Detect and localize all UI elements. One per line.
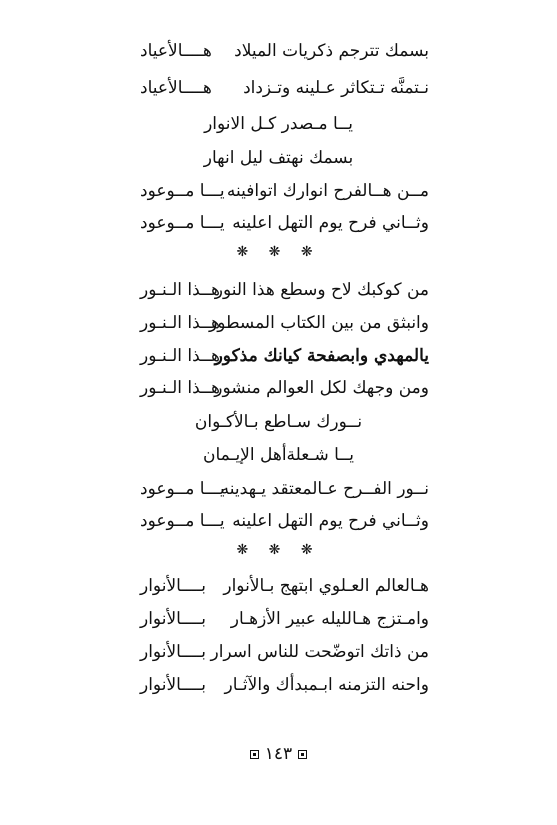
verse-line: مــن هــالفرح انوارك اتوافينه bbox=[226, 181, 429, 201]
verse-refrain: هــذا الـنـور bbox=[140, 346, 220, 366]
verse-refrain: يـــا مــوعود bbox=[140, 479, 225, 499]
section-divider-stars: ❋ ❋ ❋ bbox=[236, 542, 321, 558]
verse-refrain: يـــا مــوعود bbox=[140, 181, 225, 201]
verse-line: هـالعالم العـلوي ابتهج بـالأنوار bbox=[223, 576, 429, 596]
verse-line: من ذاتك اتوضّحت للناس اسرار bbox=[210, 642, 429, 662]
verse-centered-line: نــورك سـاطع بـالأكـوان bbox=[194, 412, 363, 432]
verse-refrain: هــــالأعياد bbox=[140, 41, 212, 61]
verse-centered-line: يــا شـعلةأهل الإيـمان bbox=[202, 445, 355, 465]
section-divider-stars: ❋ ❋ ❋ bbox=[236, 244, 321, 260]
verse-refrain: بــــالأنوار bbox=[140, 609, 206, 629]
verse-line: واحنه التزمنه ابـمبدأك والآثـار bbox=[224, 675, 429, 695]
verse-line: وثــاني فرح يوم التهل اعلينه bbox=[232, 511, 429, 531]
verse-refrain: هــذا الـنـور bbox=[140, 378, 220, 398]
verse-refrain: هــــالأعياد bbox=[140, 78, 212, 98]
verse-line: وامـتزج هـالليله عبير الأزهـار bbox=[230, 609, 429, 629]
verse-line: بسمك تترجم ذكريات الميلاد bbox=[234, 41, 429, 61]
ornament-square-icon bbox=[298, 750, 307, 759]
ornament-square-icon bbox=[250, 750, 259, 759]
verse-refrain: بــــالأنوار bbox=[140, 642, 206, 662]
page-number-text: ١٤٣ bbox=[264, 744, 293, 764]
verse-centered-line: بسمك نهتف ليل انهار bbox=[203, 148, 354, 168]
verse-line: وانبثق من بين الكتاب المسطور bbox=[208, 313, 429, 333]
verse-line: نـتمنَّه تـتكاثر عـلينه وتـزداد bbox=[243, 78, 429, 98]
verse-line: ومن وجهك لكل العوالم منشور bbox=[214, 378, 429, 398]
verse-line: وثــاني فرح يوم التهل اعلينه bbox=[232, 213, 429, 233]
verse-centered-line: يــا مـصدر كـل الانوار bbox=[204, 114, 353, 134]
verse-refrain: بــــالأنوار bbox=[140, 675, 206, 695]
verse-refrain: يـــا مــوعود bbox=[140, 511, 225, 531]
verse-refrain: هــذا الـنـور bbox=[140, 280, 220, 300]
page-number bbox=[0, 744, 557, 764]
verse-line: نــور الفــرح عـالمعتقد يـهدينه bbox=[220, 479, 429, 499]
verse-refrain: يـــا مــوعود bbox=[140, 213, 225, 233]
verse-line: يالمهدي وابصفحة كيانك مذكور bbox=[214, 346, 429, 366]
verse-line: من كوكبك لاح وسطع هذا النور bbox=[214, 280, 429, 300]
verse-refrain: بــــالأنوار bbox=[140, 576, 206, 596]
verse-refrain: هــذا الـنـور bbox=[140, 313, 220, 333]
